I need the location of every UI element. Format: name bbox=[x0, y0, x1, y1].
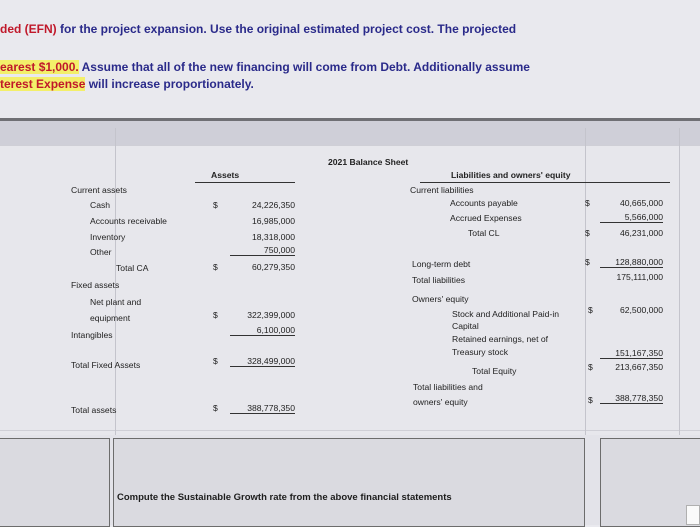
instruction-line-1-rest: for the project expansion. Use the original estimated project cost. The projected bbox=[60, 22, 517, 36]
npe-label-2: equipment bbox=[90, 313, 131, 323]
ap-currency: $ bbox=[585, 198, 590, 208]
tl-value: 175,111,000 bbox=[616, 272, 663, 282]
stock-label: Stock and Additional Paid-in bbox=[452, 309, 560, 319]
tl-label: Total liabilities bbox=[412, 275, 466, 285]
current-assets-label: Current assets bbox=[71, 185, 127, 195]
intangibles-label: Intangibles bbox=[71, 330, 113, 340]
oe-label: Owners' equity bbox=[412, 294, 469, 304]
tle-label-1: Total liabilities and bbox=[413, 382, 483, 392]
answer-box-main[interactable] bbox=[113, 438, 585, 527]
re-value: 151,167,350 bbox=[600, 348, 663, 359]
assets-header: Assets bbox=[211, 170, 240, 180]
ap-value: 40,665,000 bbox=[619, 198, 663, 208]
tfa-currency: $ bbox=[213, 356, 218, 366]
grid-line bbox=[0, 430, 700, 431]
re-label-2: Treasury stock bbox=[452, 347, 509, 357]
prompt-text: Compute the Sustainable Growth rate from the above financial statements bbox=[117, 492, 452, 503]
cash-label: Cash bbox=[90, 200, 111, 210]
instruction-line-3 bbox=[0, 77, 254, 91]
grid-line bbox=[585, 128, 586, 458]
sheet-title: 2021 Balance Sheet bbox=[328, 157, 409, 167]
fixed-assets-label: Fixed assets bbox=[71, 280, 120, 290]
te-label: Total Equity bbox=[472, 366, 517, 376]
tfa-value: 328,499,000 bbox=[230, 356, 295, 367]
ltd-currency: $ bbox=[585, 257, 590, 267]
npe-label-1: Net plant and bbox=[90, 297, 142, 307]
ltd-value: 128,880,000 bbox=[600, 257, 663, 268]
ar-label: Accounts receivable bbox=[90, 216, 167, 226]
inventory-label: Inventory bbox=[90, 232, 126, 242]
current-liabilities-label: Current liabilities bbox=[410, 185, 474, 195]
te-value: 213,667,350 bbox=[615, 362, 663, 372]
tcl-currency: $ bbox=[585, 228, 590, 238]
cash-value: 24,226,350 bbox=[251, 200, 295, 210]
accrued-label: Accrued Expenses bbox=[450, 213, 522, 223]
intangibles-value: 6,100,000 bbox=[230, 325, 295, 336]
total-assets-currency: $ bbox=[213, 403, 218, 413]
stock-currency: $ bbox=[588, 305, 593, 315]
instruction-line-2-lead: earest $1,000. bbox=[0, 60, 79, 74]
ar-value: 16,985,000 bbox=[251, 216, 295, 226]
ltd-label: Long-term debt bbox=[412, 259, 471, 269]
npe-currency: $ bbox=[213, 310, 218, 320]
cash-currency: $ bbox=[213, 200, 218, 210]
total-ca-value: 60,279,350 bbox=[251, 262, 295, 272]
instruction-line-3-rest: will increase proportionately. bbox=[85, 77, 254, 91]
npe-value: 322,399,000 bbox=[247, 310, 295, 320]
answer-box-left[interactable] bbox=[0, 438, 110, 527]
sheet-top-strip bbox=[0, 121, 700, 145]
assets-header-rule bbox=[195, 182, 295, 183]
tle-value: 388,778,350 bbox=[600, 393, 663, 404]
instruction-line-1 bbox=[0, 22, 516, 36]
instruction-line-2 bbox=[0, 60, 530, 74]
instruction-line-2-rest: Assume that all of the new financing will come from Debt. Additionally assume bbox=[78, 60, 530, 74]
instruction-line-1-lead: ded (EFN) bbox=[0, 22, 60, 36]
ap-label: Accounts payable bbox=[450, 198, 518, 208]
tcl-label: Total CL bbox=[468, 228, 500, 238]
tle-label-2: owners' equity bbox=[413, 397, 468, 407]
liabilities-header: Liabilities and owners' equity bbox=[451, 170, 571, 180]
tle-currency: $ bbox=[588, 395, 593, 405]
answer-box-right[interactable] bbox=[600, 438, 700, 527]
te-currency: $ bbox=[588, 362, 593, 372]
inventory-value: 18,318,000 bbox=[251, 232, 295, 242]
stock-label-2: Capital bbox=[452, 321, 479, 331]
grid-line bbox=[0, 145, 700, 146]
stock-value: 62,500,000 bbox=[619, 305, 663, 315]
corner-cell bbox=[686, 505, 700, 525]
total-assets-label: Total assets bbox=[71, 405, 117, 415]
tcl-value: 46,231,000 bbox=[619, 228, 663, 238]
accrued-value: 5,566,000 bbox=[600, 212, 663, 223]
other-value: 750,000 bbox=[230, 245, 295, 256]
total-ca-currency: $ bbox=[213, 262, 218, 272]
grid-line bbox=[679, 128, 680, 458]
re-label: Retained earnings, net of bbox=[452, 334, 549, 344]
other-label: Other bbox=[90, 247, 112, 257]
liabilities-header-rule bbox=[420, 182, 670, 183]
tfa-label: Total Fixed Assets bbox=[71, 360, 141, 370]
instruction-line-3-lead: terest Expense bbox=[0, 77, 86, 91]
total-ca-label: Total CA bbox=[116, 263, 149, 273]
total-assets-value: 388,778,350 bbox=[230, 403, 295, 414]
